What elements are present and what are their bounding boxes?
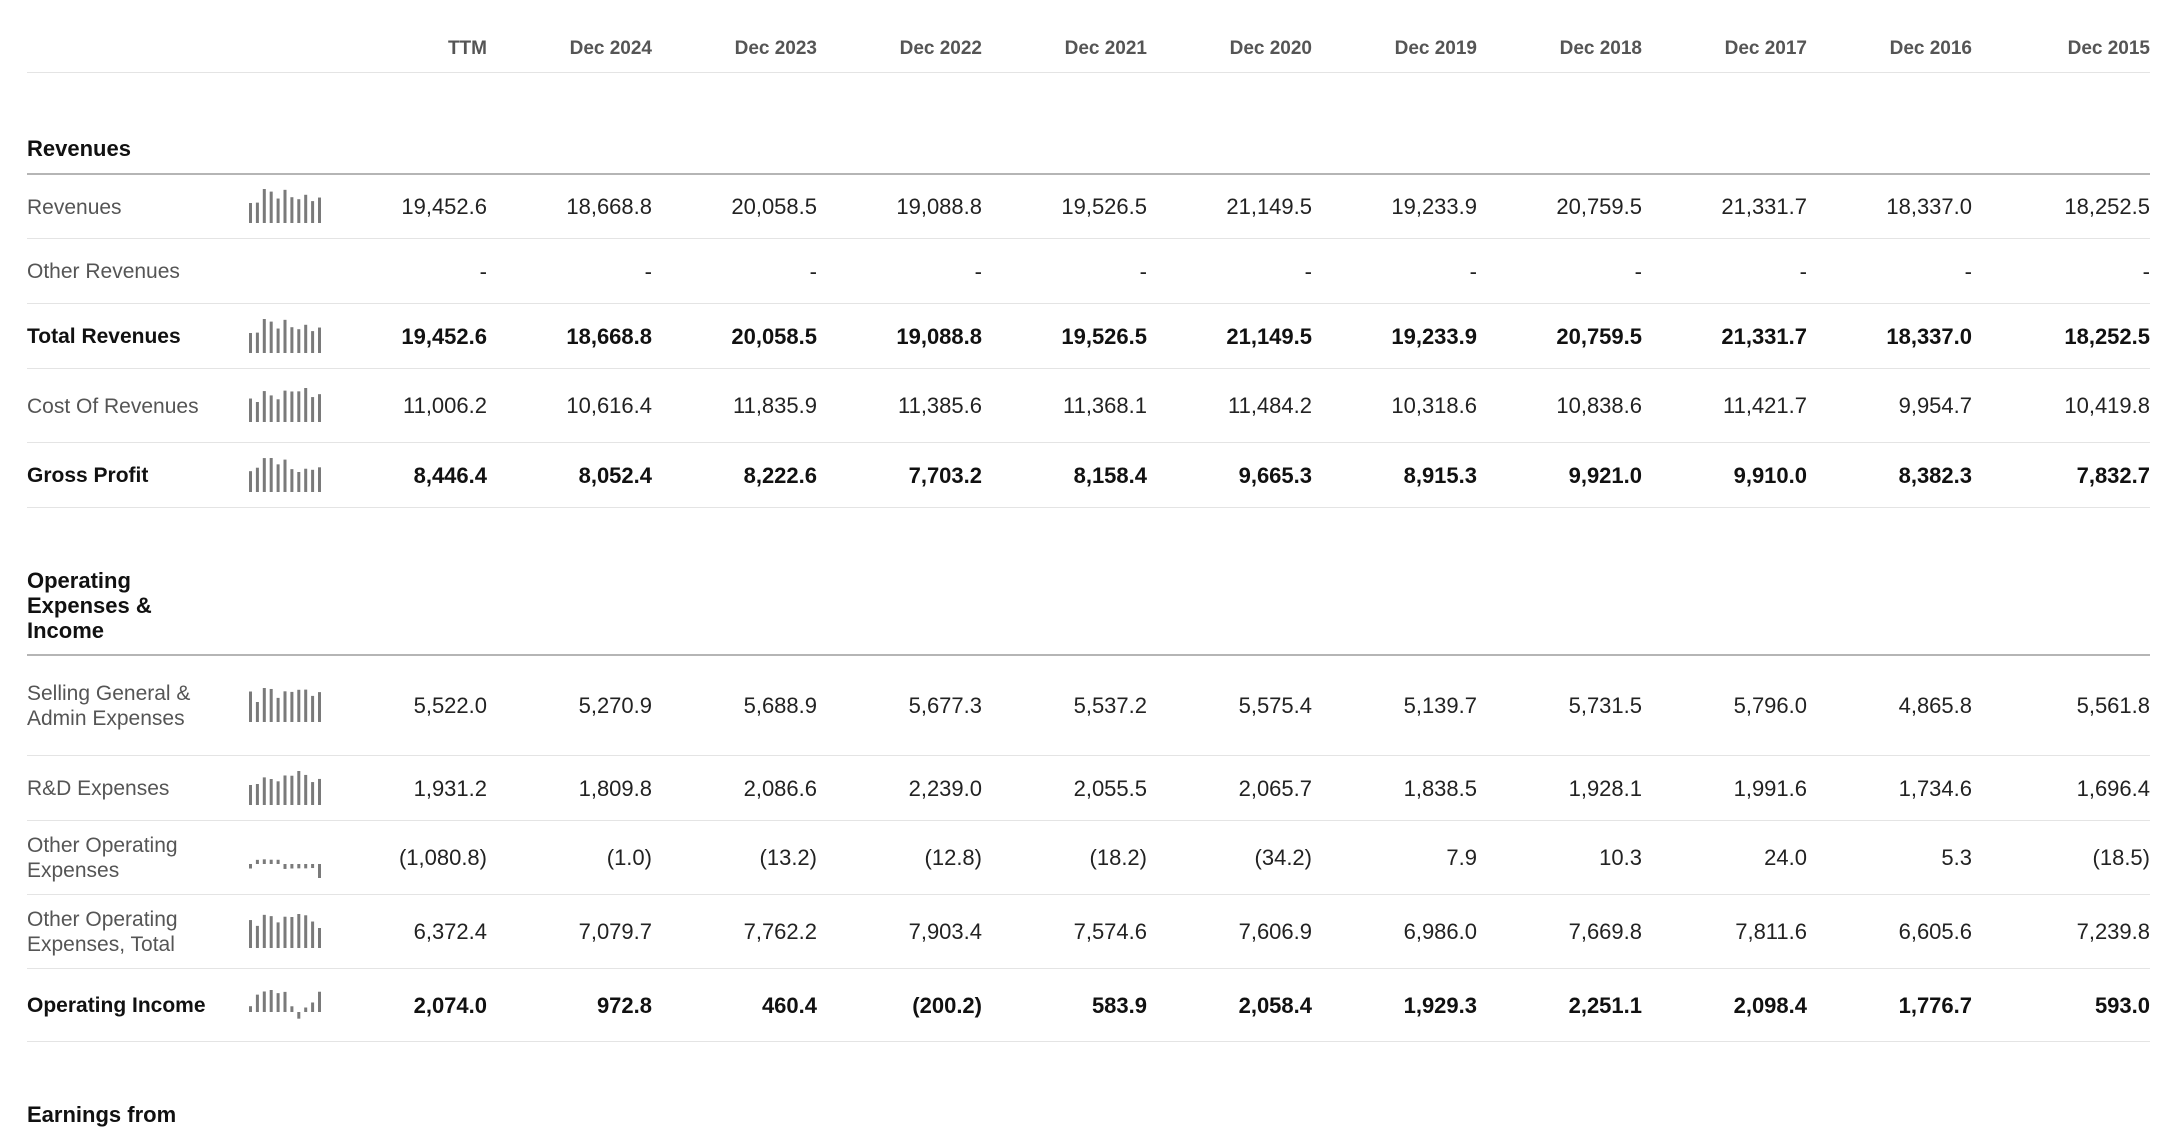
sparkline-bar <box>297 690 300 722</box>
sparkline-bar <box>270 458 273 492</box>
sparkline-bar <box>290 1006 293 1012</box>
column-header-dec-2023: Dec 2023 <box>734 38 817 59</box>
sparkline-bar <box>284 459 287 491</box>
income-statement-table <box>27 0 2150 1127</box>
table-cell-dec-2018: 7,669.8 <box>1568 919 1642 944</box>
table-cell-dec-2015: 5,561.8 <box>2076 693 2150 718</box>
sparkline-bar <box>297 329 300 353</box>
sparkline-bar <box>297 914 300 948</box>
table-cell-dec-2020: 2,065.7 <box>1238 775 1312 801</box>
table-cell-dec-2024: 5,270.9 <box>578 693 652 718</box>
sparkline-bar <box>249 399 252 422</box>
sparkline-bar <box>249 920 252 948</box>
sparkline-bar <box>256 860 259 864</box>
sparkline-bar <box>270 395 273 422</box>
sparkline-bar <box>263 189 266 223</box>
sparkline-bar <box>263 391 266 422</box>
table-cell-dec-2016: 5.3 <box>1941 845 1972 870</box>
sparkline-bar <box>318 991 321 1011</box>
table-cell-dec-2018: 2,251.1 <box>1568 992 1642 1018</box>
table-cell-dec-2024: 1,809.8 <box>578 775 652 801</box>
sparkline-bar <box>311 397 314 422</box>
table-cell-dec-2021: 19,526.5 <box>1061 194 1147 219</box>
sparkline-bar <box>318 467 321 492</box>
table-cell-dec-2019: 8,915.3 <box>1403 462 1477 488</box>
sparkline-bar <box>277 199 280 223</box>
table-cell-dec-2016: 4,865.8 <box>1898 693 1972 718</box>
table-cell-dec-2019: 10,318.6 <box>1391 393 1477 418</box>
sparkline-bar <box>318 327 321 352</box>
row-label-other-operating-expenses-total: Other Operating Expenses, Total <box>27 908 178 956</box>
sparkline-bar <box>318 928 321 948</box>
sparkline-bar <box>249 785 252 805</box>
table-cell-dec-2024: 10,616.4 <box>566 393 652 418</box>
table-cell-dec-2024: 972.8 <box>596 992 652 1018</box>
table-cell-dec-2021: 11,368.1 <box>1062 393 1147 418</box>
section-title-text: Operating Expenses & Income <box>27 568 152 643</box>
table-cell-dec-2019: 1,838.5 <box>1403 775 1477 801</box>
sparkline-bar <box>290 469 293 492</box>
sparkline-chart <box>249 686 321 726</box>
sparkline-bar <box>277 993 280 1012</box>
row-label-revenues: Revenues <box>27 195 122 219</box>
table-cell-dec-2015: 18,252.5 <box>2064 323 2150 349</box>
table-cell-dec-2018: 20,759.5 <box>1556 323 1642 349</box>
sparkline-bar <box>256 203 259 223</box>
sparkline-bar <box>249 1006 252 1012</box>
table-cell-dec-2018: 5,731.5 <box>1568 693 1642 718</box>
table-cell-dec-2024: (1.0) <box>606 845 652 870</box>
table-cell-dec-2023: 460.4 <box>761 992 817 1018</box>
sparkline-bar <box>297 391 300 422</box>
table-cell-ttm: 11,006.2 <box>402 393 487 418</box>
table-cell-dec-2020: 2,058.4 <box>1238 992 1312 1018</box>
sparkline-bar <box>304 690 307 722</box>
row-label-cost-of-revenues: Cost Of Revenues <box>27 394 199 418</box>
table-cell-dec-2021: 19,526.5 <box>1061 323 1147 349</box>
sparkline-bar <box>270 990 273 1012</box>
table-cell-dec-2020: 9,665.3 <box>1238 462 1312 488</box>
sparkline-bar <box>304 388 307 422</box>
sparkline-bar <box>318 692 321 722</box>
sparkline-bar <box>263 688 266 722</box>
table-cell-dec-2019: 5,139.7 <box>1403 693 1477 718</box>
sparkline-bar <box>256 332 259 352</box>
sparkline-bar <box>304 915 307 948</box>
section-title-operating-expenses <box>27 568 177 654</box>
sparkline-bar <box>284 190 287 223</box>
table-cell-dec-2017: 2,098.4 <box>1733 992 1807 1018</box>
table-cell-dec-2018: 1,928.1 <box>1568 775 1642 801</box>
sparkline-bar <box>270 321 273 352</box>
sparkline-bar <box>311 864 314 868</box>
sparkline-bar <box>311 469 314 491</box>
table-cell-dec-2019: 19,233.9 <box>1391 323 1477 349</box>
sparkline-bar <box>311 922 314 948</box>
sparkline-bar <box>297 864 300 868</box>
table-cell-dec-2015: 593.0 <box>2094 992 2150 1018</box>
sparkline-bar <box>249 692 252 722</box>
section-title-text: Earnings from <box>27 1102 177 1127</box>
sparkline-bar <box>263 915 266 948</box>
sparkline-bar <box>256 994 259 1011</box>
sparkline-bar <box>318 394 321 422</box>
table-cell-dec-2019: 7.9 <box>1446 845 1477 870</box>
table-cell-dec-2015: 1,696.4 <box>2076 775 2150 801</box>
table-cell-dec-2015: 7,239.8 <box>2076 919 2150 944</box>
sparkline-bar <box>263 458 266 492</box>
sparkline-bar <box>311 696 314 722</box>
sparkline-bar <box>256 402 259 422</box>
sparkline-bar <box>277 464 280 492</box>
table-cell-dec-2023: (13.2) <box>759 845 817 870</box>
sparkline-bar <box>297 771 300 805</box>
table-cell-dec-2023: 7,762.2 <box>743 919 817 944</box>
table-cell-dec-2022: (12.8) <box>924 845 982 870</box>
sparkline-bar <box>284 991 287 1011</box>
table-cell-dec-2016: 18,337.0 <box>1886 323 1972 349</box>
table-cell-dec-2017: 11,421.7 <box>1722 393 1807 418</box>
table-cell-dec-2020: - <box>1304 258 1312 284</box>
sparkline-bar <box>249 864 252 869</box>
sparkline-bar <box>277 922 280 948</box>
table-row-other-revenues <box>27 239 2150 304</box>
table-cell-dec-2019: - <box>1469 258 1477 284</box>
section-title-text: Revenues <box>27 136 131 161</box>
table-cell-dec-2019: 19,233.9 <box>1391 194 1477 219</box>
table-row-rd-expenses <box>27 756 2150 821</box>
table-cell-dec-2021: (18.2) <box>1089 845 1147 870</box>
table-cell-dec-2023: - <box>809 258 817 284</box>
table-cell-dec-2020: 21,149.5 <box>1226 194 1312 219</box>
sparkline-chart <box>249 769 321 809</box>
row-label-other-revenues: Other Revenues <box>27 260 180 283</box>
table-cell-dec-2016: 18,337.0 <box>1886 194 1972 219</box>
sparkline-bar <box>304 468 307 491</box>
table-row-operating-income <box>27 969 2150 1042</box>
table-cell-dec-2022: 5,677.3 <box>908 693 982 718</box>
sparkline-chart <box>249 456 321 496</box>
table-cell-dec-2023: 20,058.5 <box>731 323 817 349</box>
sparkline-bar <box>304 195 307 223</box>
table-cell-dec-2024: 18,668.8 <box>566 323 652 349</box>
sparkline-bar <box>277 860 280 864</box>
sparkline-bar <box>284 319 287 352</box>
table-cell-dec-2023: 2,086.6 <box>743 775 817 801</box>
table-cell-dec-2016: 8,382.3 <box>1898 462 1972 488</box>
table-cell-dec-2022: (200.2) <box>912 992 982 1018</box>
column-header-dec-2020: Dec 2020 <box>1229 38 1312 59</box>
sparkline-bar <box>290 917 293 948</box>
table-cell-dec-2017: 21,331.7 <box>1721 323 1807 349</box>
sparkline-bar <box>256 784 259 805</box>
section-title-revenues <box>27 136 2150 175</box>
sparkline-bar <box>249 203 252 223</box>
sparkline-bar <box>318 864 321 878</box>
table-cell-dec-2017: 1,991.6 <box>1733 775 1807 801</box>
table-cell-dec-2021: 5,537.2 <box>1073 693 1147 718</box>
table-cell-dec-2022: 19,088.8 <box>896 194 982 219</box>
table-cell-dec-2024: 7,079.7 <box>578 919 652 944</box>
sparkline-bar <box>256 702 259 722</box>
table-cell-dec-2022: - <box>974 258 982 284</box>
table-row-other-operating-expenses <box>27 821 2150 895</box>
sparkline-bar <box>284 691 287 722</box>
table-cell-ttm: 6,372.4 <box>413 919 487 944</box>
sparkline-bar <box>256 467 259 491</box>
sparkline-bar <box>290 327 293 353</box>
column-header-dec-2018: Dec 2018 <box>1559 38 1642 59</box>
sparkline-bar <box>270 192 273 223</box>
sparkline-chart <box>249 317 321 357</box>
table-cell-dec-2022: 2,239.0 <box>908 775 982 801</box>
table-cell-dec-2020: 5,575.4 <box>1238 693 1312 718</box>
table-cell-ttm: - <box>479 258 487 284</box>
table-row-gross-profit <box>27 443 2150 508</box>
sparkline-bar <box>297 472 300 492</box>
table-cell-dec-2022: 7,703.2 <box>908 462 982 488</box>
sparkline-bar <box>263 319 266 353</box>
table-cell-dec-2017: 9,910.0 <box>1733 462 1807 488</box>
sparkline-bar <box>304 864 307 868</box>
table-cell-dec-2022: 11,385.6 <box>897 393 982 418</box>
table-cell-dec-2020: 21,149.5 <box>1226 323 1312 349</box>
table-cell-dec-2024: - <box>644 258 652 284</box>
table-cell-dec-2022: 19,088.8 <box>896 323 982 349</box>
sparkline-bar <box>311 201 314 223</box>
sparkline-bar <box>277 698 280 722</box>
table-row-other-operating-expenses-total <box>27 895 2150 969</box>
table-cell-dec-2023: 8,222.6 <box>743 462 817 488</box>
sparkline-bar <box>270 916 273 948</box>
column-header-dec-2017: Dec 2017 <box>1724 38 1807 59</box>
sparkline-bar <box>270 779 273 805</box>
row-label-operating-income: Operating Income <box>27 994 206 1017</box>
column-header-dec-2021: Dec 2021 <box>1064 38 1147 59</box>
column-header-ttm: TTM <box>447 38 487 59</box>
sparkline-bar <box>270 860 273 864</box>
table-cell-dec-2019: 6,986.0 <box>1403 919 1477 944</box>
table-cell-dec-2024: 8,052.4 <box>578 462 652 488</box>
table-cell-dec-2015: - <box>2142 258 2150 284</box>
table-cell-dec-2017: - <box>1799 258 1807 284</box>
table-cell-dec-2021: 583.9 <box>1091 992 1147 1018</box>
sparkline-bar <box>263 777 266 805</box>
table-cell-dec-2017: 24.0 <box>1764 845 1807 870</box>
row-label-total-revenues: Total Revenues <box>27 325 181 348</box>
column-header-row <box>27 0 2150 73</box>
table-cell-ttm: (1,080.8) <box>398 845 487 870</box>
table-row-total-revenues <box>27 304 2150 369</box>
column-header-dec-2019: Dec 2019 <box>1394 38 1477 59</box>
table-cell-dec-2023: 5,688.9 <box>743 693 817 718</box>
sparkline-bar <box>318 198 321 223</box>
sparkline-bar <box>311 782 314 805</box>
sparkline-bar <box>277 328 280 352</box>
table-cell-dec-2023: 20,058.5 <box>731 194 817 219</box>
column-header-dec-2024: Dec 2024 <box>569 38 652 59</box>
sparkline-bar <box>311 331 314 353</box>
table-cell-dec-2016: - <box>1964 258 1972 284</box>
sparkline-chart <box>249 838 321 878</box>
table-cell-dec-2021: 7,574.6 <box>1073 919 1147 944</box>
sparkline-chart <box>249 386 321 426</box>
sparkline-bar <box>318 778 321 804</box>
table-cell-dec-2020: 7,606.9 <box>1238 919 1312 944</box>
sparkline-bar <box>297 1012 300 1019</box>
table-cell-dec-2020: (34.2) <box>1254 845 1312 870</box>
table-cell-ttm: 5,522.0 <box>413 693 487 718</box>
row-label-randd-expenses: R&D Expenses <box>27 777 170 800</box>
sparkline-bar <box>277 781 280 805</box>
table-cell-dec-2021: 2,055.5 <box>1073 775 1147 801</box>
sparkline-bar <box>256 926 259 948</box>
table-cell-dec-2021: 8,158.4 <box>1073 462 1147 488</box>
table-cell-dec-2016: 6,605.6 <box>1898 919 1972 944</box>
sparkline-chart <box>249 986 321 1026</box>
table-cell-dec-2016: 1,776.7 <box>1898 992 1972 1018</box>
sparkline-bar <box>304 774 307 804</box>
table-row-revenues <box>27 175 2150 239</box>
sparkline-bar <box>290 864 293 869</box>
table-cell-dec-2017: 7,811.6 <box>1735 919 1807 944</box>
sparkline-bar <box>277 399 280 422</box>
sparkline-chart <box>249 187 321 227</box>
table-cell-dec-2016: 1,734.6 <box>1898 775 1972 801</box>
sparkline-bar <box>263 991 266 1012</box>
table-cell-dec-2015: 10,419.8 <box>2064 393 2150 418</box>
table-cell-dec-2018: 10,838.6 <box>1556 393 1642 418</box>
sparkline-bar <box>284 391 287 422</box>
table-cell-dec-2016: 9,954.7 <box>1898 393 1972 418</box>
table-cell-dec-2018: 9,921.0 <box>1568 462 1642 488</box>
table-cell-ttm: 2,074.0 <box>413 992 487 1018</box>
table-cell-ttm: 8,446.4 <box>413 462 487 488</box>
sparkline-bar <box>263 859 266 864</box>
row-label-gross-profit: Gross Profit <box>27 464 149 487</box>
sparkline-bar <box>290 197 293 223</box>
table-cell-dec-2015: 18,252.5 <box>2064 194 2150 219</box>
sparkline-bar <box>297 199 300 223</box>
table-cell-dec-2015: (18.5) <box>2092 845 2150 870</box>
table-row-cost-of-revenues <box>27 369 2150 443</box>
table-cell-ttm: 1,931.2 <box>413 775 487 801</box>
table-cell-dec-2020: 11,484.2 <box>1227 393 1312 418</box>
sparkline-bar <box>290 692 293 722</box>
table-cell-dec-2022: 7,903.4 <box>908 919 982 944</box>
sparkline-bar <box>290 775 293 804</box>
table-cell-dec-2019: 1,929.3 <box>1403 992 1477 1018</box>
column-header-dec-2016: Dec 2016 <box>1889 38 1972 59</box>
row-label-other-operating-expenses: Other Operating Expenses <box>27 834 178 882</box>
table-cell-dec-2018: - <box>1634 258 1642 284</box>
sparkline-bar <box>290 391 293 422</box>
sparkline-bar <box>284 864 287 869</box>
table-row-sga-expenses <box>27 656 2150 756</box>
table-cell-dec-2017: 5,796.0 <box>1733 693 1807 718</box>
sparkline-bar <box>304 324 307 352</box>
table-cell-dec-2018: 10.3 <box>1599 845 1642 870</box>
table-cell-dec-2021: - <box>1139 258 1147 284</box>
table-cell-dec-2017: 21,331.7 <box>1721 194 1807 219</box>
row-label-selling-general-and-admin-expenses: Selling General & Admin Expenses <box>27 682 191 730</box>
column-header-dec-2015: Dec 2015 <box>2067 38 2150 59</box>
table-cell-dec-2023: 11,835.9 <box>732 393 817 418</box>
sparkline-bar <box>284 917 287 948</box>
table-cell-dec-2015: 7,832.7 <box>2076 462 2150 488</box>
table-cell-ttm: 19,452.6 <box>401 323 487 349</box>
column-header-dec-2022: Dec 2022 <box>899 38 982 59</box>
sparkline-bar <box>284 775 287 805</box>
table-cell-dec-2024: 18,668.8 <box>566 194 652 219</box>
sparkline-bar <box>249 471 252 492</box>
sparkline-bar <box>304 1007 307 1012</box>
table-cell-ttm: 19,452.6 <box>401 194 487 219</box>
sparkline-bar <box>249 333 252 353</box>
table-cell-dec-2018: 20,759.5 <box>1556 194 1642 219</box>
sparkline-chart <box>249 912 321 952</box>
sparkline-bar <box>311 1002 314 1012</box>
sparkline-bar <box>270 689 273 722</box>
